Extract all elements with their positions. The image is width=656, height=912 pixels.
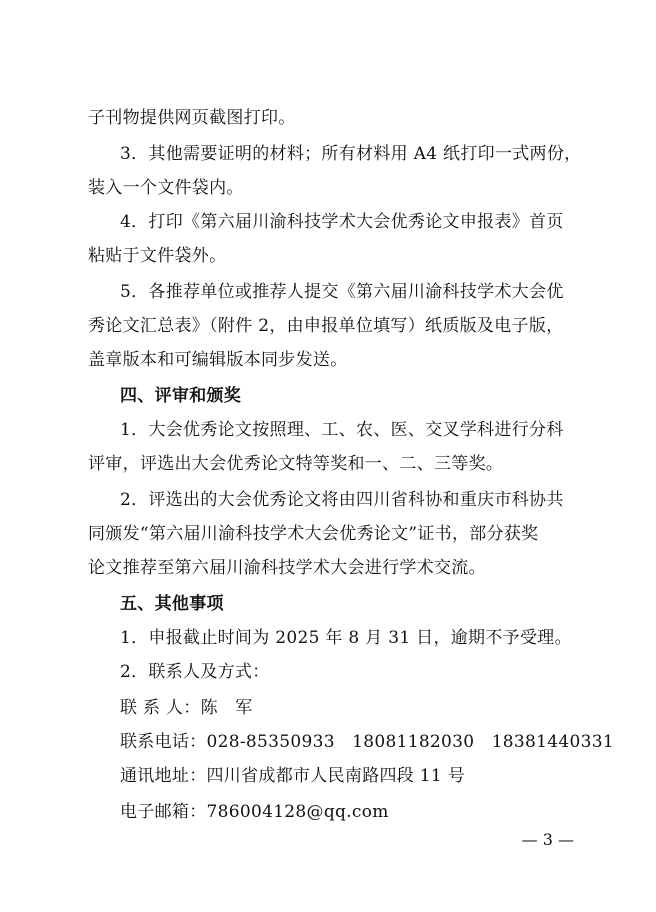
text-line-17: 2．联系人及方式： <box>120 662 270 682</box>
section-heading-4: 四、评审和颁奖 <box>120 386 242 406</box>
text-line-8: 盖章版本和可编辑版本同步发送。 <box>88 350 348 370</box>
contact-address: 通讯地址：四川省成都市人民南路四段 11 号 <box>120 766 466 786</box>
text-line-4: 4．打印《第六届川渝科技学术大会优秀论文申报表》首页 <box>120 212 564 232</box>
text-line-6: 5．各推荐单位或推荐人提交《第六届川渝科技学术大会优 <box>120 282 564 302</box>
contact-email: 电子邮箱：786004128@qq.com <box>120 802 389 822</box>
text-line-14: 论文推荐至第六届川渝科技学术大会进行学术交流。 <box>88 558 486 578</box>
text-line-13: 同颁发“第六届川渝科技学术大会优秀论文”证书，部分获奖 <box>88 524 539 544</box>
contact-person: 联 系 人：陈 军 <box>120 698 253 718</box>
text-line-10: 1．大会优秀论文按照理、工、农、医、交叉学科进行分科 <box>120 420 564 440</box>
text-line-16: 1．申报截止时间为 2025 年 8 月 31 日，逾期不予受理。 <box>120 628 572 648</box>
page-number: — 3 — <box>521 830 574 849</box>
text-line-1: 子刊物提供网页截图打印。 <box>88 108 296 128</box>
section-heading-5: 五、其他事项 <box>120 594 224 614</box>
text-line-12: 2．评选出的大会优秀论文将由四川省科协和重庆市科协共 <box>120 490 564 510</box>
text-line-7: 秀论文汇总表》（附件 2，由申报单位填写）纸质版及电子版， <box>88 316 564 336</box>
contact-phone: 联系电话：028-85350933 18081182030 18381440331 <box>120 732 614 752</box>
text-line-2: 3．其他需要证明的材料；所有材料用 A4 纸打印一式两份， <box>120 144 582 164</box>
text-line-11: 评审，评选出大会优秀论文特等奖和一、二、三等奖。 <box>88 454 504 474</box>
text-line-3: 装入一个文件袋内。 <box>88 178 244 198</box>
text-line-5: 粘贴于文件袋外。 <box>88 246 227 266</box>
